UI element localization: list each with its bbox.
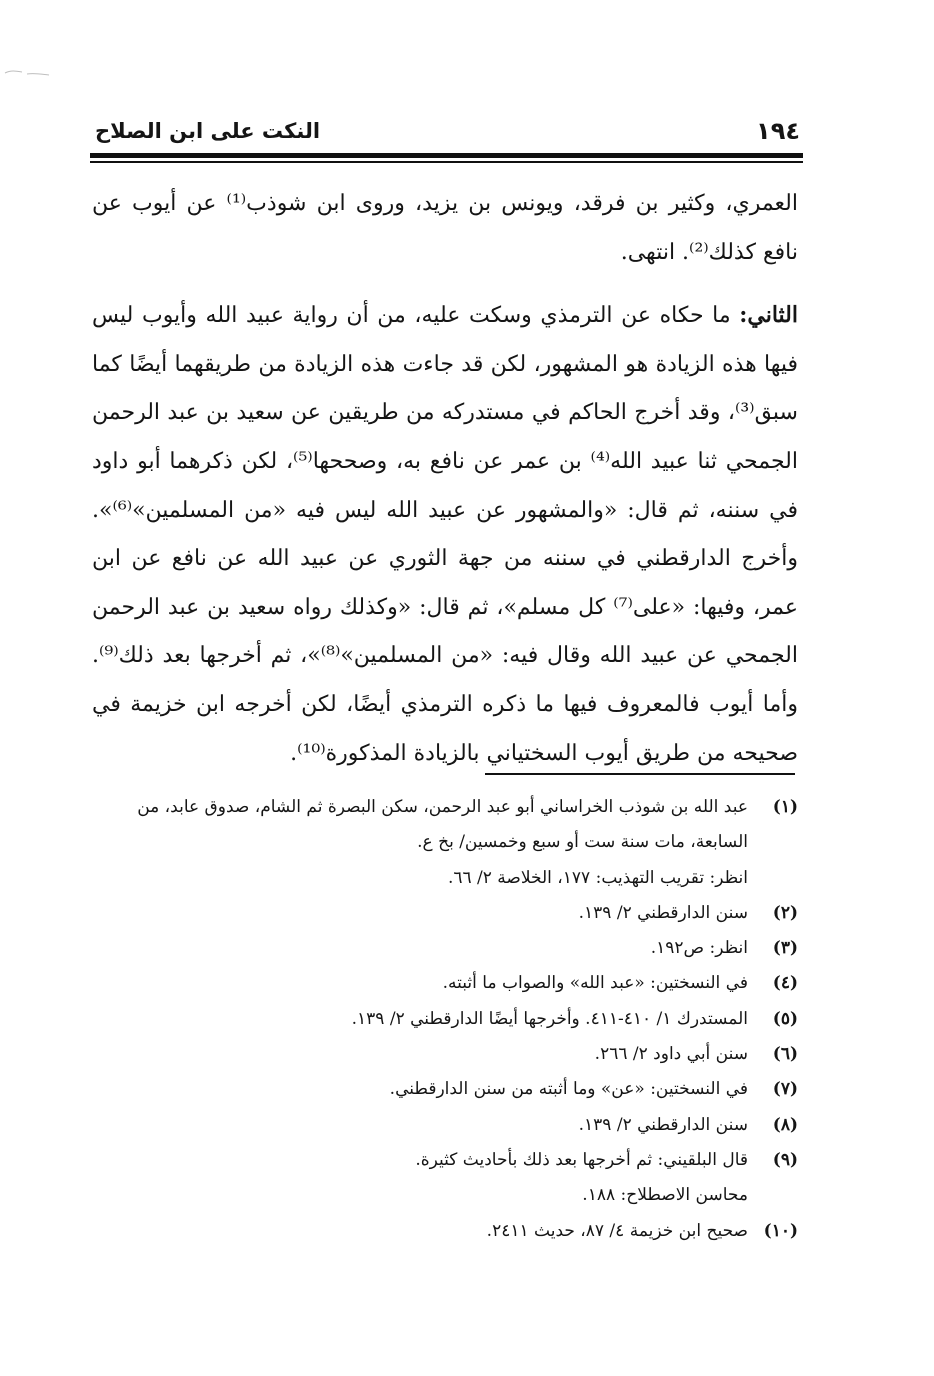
footnote-1 [92, 790, 798, 861]
footnote-text: سنن أبي داود ٢/ ٢٦٦. [594, 1044, 748, 1065]
footnote-text: المستدرك ١/ ٤١٠-٤١١. وأخرجها أيضًا الدارقطني ٢/ ١٣٩. [351, 1008, 748, 1029]
footnote-3 [92, 931, 798, 966]
footnote-line: عبد الله بن شوذب الخراساني أبو عبد الرحمن، سكن البصرة ثم الشام، صدوق عابد، من [137, 797, 748, 817]
footnote-9 [92, 1143, 798, 1178]
footnote-number: (٣) [772, 938, 798, 959]
footnote-text: انظر: ص١٩٢. [650, 938, 748, 959]
footnote-text: انظر: تقريب التهذيب: ١٧٧، الخلاصة ٢/ ٦٦. [447, 867, 748, 888]
footnote-text: قال البلقيني: ثم أخرجها بعد ذلك بأحاديث كثيرة. [415, 1149, 748, 1170]
footnote-number: (٥) [772, 1008, 798, 1029]
footnotes-list [92, 790, 798, 1249]
paragraph-text: العمري، وكثير بن فرقد، ويونس بن يزيد، وروى ابن شوذب⁽¹⁾ عن أيوب عن نافع كذلك⁽²⁾. انتهى. [92, 191, 798, 265]
footnote-number: (٧) [772, 1079, 798, 1100]
footnote-text: محاسن الاصطلاح: ١٨٨. [582, 1185, 748, 1206]
footnote-number: (١٠) [763, 1220, 798, 1241]
running-title: النكت على ابن الصلاح [95, 119, 321, 143]
footnote-10 [92, 1214, 798, 1249]
header-divider-thick [90, 153, 803, 158]
footnote-number: (٨) [772, 1114, 798, 1135]
footnote-1-continuation [92, 861, 798, 896]
paragraph-text: ما حكاه عن الترمذي وسكت عليه، من أن رواية عبيد الله وأيوب ليس فيها هذه الزيادة هو المشهور، لكن قد جاءت هذه الزيادة من طريقهما أيضًا كما سبق⁽³⁾، وقد أخرج الحاكم في مستدركه من طريقين عن سعيد بن عبد الرحمن الجمحي ثنا عبيد الله⁽⁴⁾ بن عمر عن نافع به، وصححها⁽⁵⁾، لكن ذكرهما أبو داود في سننه، ثم قال: «والمشهور عن عبيد الله ليس فيه «من المسلمين»⁽⁶⁾». وأخرج الدارقطني في سننه من جهة الثوري عن عبيد الله عن نافع عن ابن عمر، وفيها: «على⁽⁷⁾ كل مسلم»، ثم قال: «وكذلك رواه سعيد بن عبد الرحمن الجمحي عن عبيد الله وقال فيه: «من المسلمين»⁽⁸⁾»، ثم أخرجها بعد ذلك⁽⁹⁾. وأما أيوب فالمعروف فيها ما ذكره الترمذي أيضًا، لكن أخرجه ابن خزيمة في صحيحه من طريق أيوب السختياني بالزيادة المذكورة⁽¹⁰⁾. [92, 303, 799, 766]
footnote-text: في النسختين: «عبد الله» والصواب ما أثبته. [442, 973, 748, 994]
paragraph-lead: الثاني: [739, 302, 798, 329]
footnote-text [92, 790, 756, 861]
main-text-block [92, 180, 798, 792]
footnote-7 [92, 1072, 798, 1107]
footnote-8 [92, 1108, 798, 1143]
footnote-text: سنن الدارقطني ٢/ ١٣٩. [578, 1114, 748, 1135]
footnote-2 [92, 896, 798, 931]
paragraph-first [92, 180, 798, 277]
footnote-number: (١) [772, 797, 798, 817]
footnote-9-continuation [92, 1178, 798, 1213]
paragraph-second [92, 291, 798, 778]
footnote-5 [92, 1002, 798, 1037]
footnote-text: صحيح ابن خزيمة ٤/ ٨٧، حديث ٢٤١١. [486, 1220, 748, 1241]
footnote-text: سنن الدارقطني ٢/ ١٣٩. [578, 902, 748, 923]
header-divider-thin [90, 161, 803, 163]
page-number: ١٩٤ [756, 117, 800, 145]
scan-mark-decoration [4, 66, 50, 78]
footnote-divider [485, 773, 795, 775]
footnote-4 [92, 966, 798, 1001]
footnote-number: (٤) [772, 973, 798, 994]
footnote-line: السابعة، مات سنة ست أو سبع وخمسين/ بخ ع. [417, 832, 748, 853]
footnote-6 [92, 1037, 798, 1072]
footnote-text: في النسختين: «عن» وما أثبته من سنن الدارقطني. [389, 1079, 748, 1100]
footnote-number: (٦) [772, 1044, 798, 1065]
footnote-number: (٢) [772, 902, 798, 923]
footnote-number: (٩) [772, 1149, 798, 1170]
